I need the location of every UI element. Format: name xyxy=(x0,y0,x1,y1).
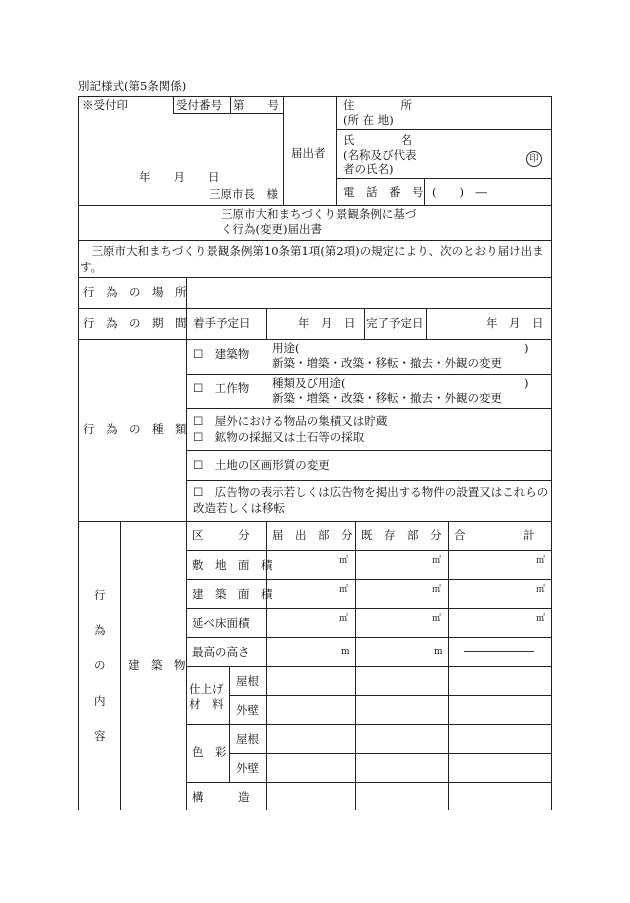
floor-area-notified-unit[interactable]: ㎡ xyxy=(339,614,349,624)
name-label: 氏 名 xyxy=(343,133,412,147)
mining-checkbox[interactable]: ☐ 鉱物の採掘又は土石等の採取 xyxy=(193,430,365,444)
reception-number-field[interactable]: 第 号 xyxy=(233,98,279,112)
floor-area-label: 延べ床面積 xyxy=(192,616,250,630)
max-height-notified-unit[interactable]: m xyxy=(341,647,350,657)
reception-stamp-label: ※受付印 xyxy=(82,98,128,112)
floor-area-existing-unit[interactable]: ㎡ xyxy=(432,614,442,624)
header-division-text: 区 分 xyxy=(192,528,250,542)
statement: 三原市大和まちづくり景観条例第10条第1項(第2項)の規定により、次のとおり届け出ます。 xyxy=(80,244,544,274)
structure-use-label[interactable]: 種類及び用途( xyxy=(272,376,346,390)
building-area-notified-unit[interactable]: ㎡ xyxy=(339,585,349,595)
site-area-notified-unit[interactable]: ㎡ xyxy=(339,556,349,566)
site-area-total-unit[interactable]: ㎡ xyxy=(536,556,546,566)
period-label: 行 為 の 期 間 xyxy=(83,316,187,330)
place-field[interactable] xyxy=(188,280,549,306)
building-area-label: 建 築 面 積 xyxy=(192,587,273,601)
start-date-label: 着手予定日 xyxy=(193,316,251,330)
address-sub-label: (所 在 地) xyxy=(343,113,394,127)
site-area-label: 敷 地 面 積 xyxy=(192,558,273,572)
finish-roof-label: 屋根 xyxy=(236,674,259,688)
building-area-total-unit[interactable]: ㎡ xyxy=(536,585,546,595)
finish-label-1: 仕上げ xyxy=(189,682,224,696)
finish-label-2: 材 料 xyxy=(189,697,224,711)
seal-mark: 印 xyxy=(526,151,542,167)
notifier-label: 届出者 xyxy=(291,146,326,160)
structure-label: 構 造 xyxy=(192,790,250,804)
building-area-existing-unit[interactable]: ㎡ xyxy=(432,585,442,595)
storage-checkbox[interactable]: ☐ 屋外における物品の集積又は貯蔵 xyxy=(193,414,388,428)
building-checkbox[interactable]: ☐ 建築物 xyxy=(193,347,250,361)
reception-number-label: 受付番号 xyxy=(176,98,222,112)
content-label-char-2: 為 xyxy=(94,623,106,637)
building-use-label[interactable]: 用途( xyxy=(272,341,300,355)
land-checkbox[interactable]: ☐ 土地の区画形質の変更 xyxy=(193,458,330,472)
form-label: 別記様式(第5条関係) xyxy=(78,79,187,93)
content-label-char-5: 容 xyxy=(94,729,106,743)
addressee: 三原市長 様 xyxy=(209,187,278,201)
kind-label: 行 為 の 種 類 xyxy=(83,422,187,436)
start-date-field[interactable]: 年 月 日 xyxy=(298,316,356,330)
finish-wall-label: 外壁 xyxy=(236,703,259,717)
header-total: 合 計 xyxy=(454,528,535,542)
place-label: 行 為 の 場 所 xyxy=(83,285,187,299)
structure-options[interactable]: 新築・増築・改築・移転・撤去・外観の変更 xyxy=(272,391,502,405)
building-section-label: 建 築 物 xyxy=(128,658,186,672)
name-sub-label-2: 者の氏名) xyxy=(343,162,394,176)
color-label: 色 彩 xyxy=(192,745,227,759)
end-date-field[interactable]: 年 月 日 xyxy=(486,316,544,330)
document-title-line1: 三原市大和まちづくり景観条例に基づ xyxy=(221,207,417,221)
site-area-existing-unit[interactable]: ㎡ xyxy=(432,556,442,566)
color-wall-label: 外壁 xyxy=(236,761,259,775)
structure-use-close: ) xyxy=(524,376,529,390)
building-options[interactable]: 新築・増築・改築・移転・撤去・外観の変更 xyxy=(272,356,502,370)
content-label-char-1: 行 xyxy=(94,588,106,602)
content-label-char-4: 内 xyxy=(94,694,106,708)
reception-date[interactable]: 年 月 日 xyxy=(139,170,220,184)
max-height-existing-unit[interactable]: m xyxy=(434,647,443,657)
address-label: 住 所 xyxy=(343,98,412,112)
color-roof-label: 屋根 xyxy=(236,732,259,746)
header-existing: 既 存 部 分 xyxy=(361,528,442,542)
name-sub-label-1: (名称及び代表 xyxy=(343,148,417,162)
structure-checkbox[interactable]: ☐ 工作物 xyxy=(193,381,250,395)
max-height-total-dash xyxy=(464,651,534,652)
phone-label: 電 話 番 号 xyxy=(343,185,424,199)
end-date-label: 完了予定日 xyxy=(366,316,424,330)
header-notified: 届 出 部 分 xyxy=(272,528,353,542)
name-field[interactable] xyxy=(426,131,521,175)
max-height-label: 最高の高さ xyxy=(192,645,250,659)
building-use-close: ) xyxy=(524,341,529,355)
address-field[interactable] xyxy=(426,99,549,127)
ad-checkbox[interactable]: ☐ 広告物の表示若しくは広告物を掲出する物件の設置又はこれらの改造若しくは移転 xyxy=(193,485,549,515)
content-label-char-3: の xyxy=(94,658,106,672)
document-title-line2: く行為(変更)届出書 xyxy=(221,222,322,236)
phone-field[interactable]: ( ) ― xyxy=(432,185,487,199)
header-division xyxy=(192,528,260,544)
floor-area-total-unit[interactable]: ㎡ xyxy=(536,614,546,624)
